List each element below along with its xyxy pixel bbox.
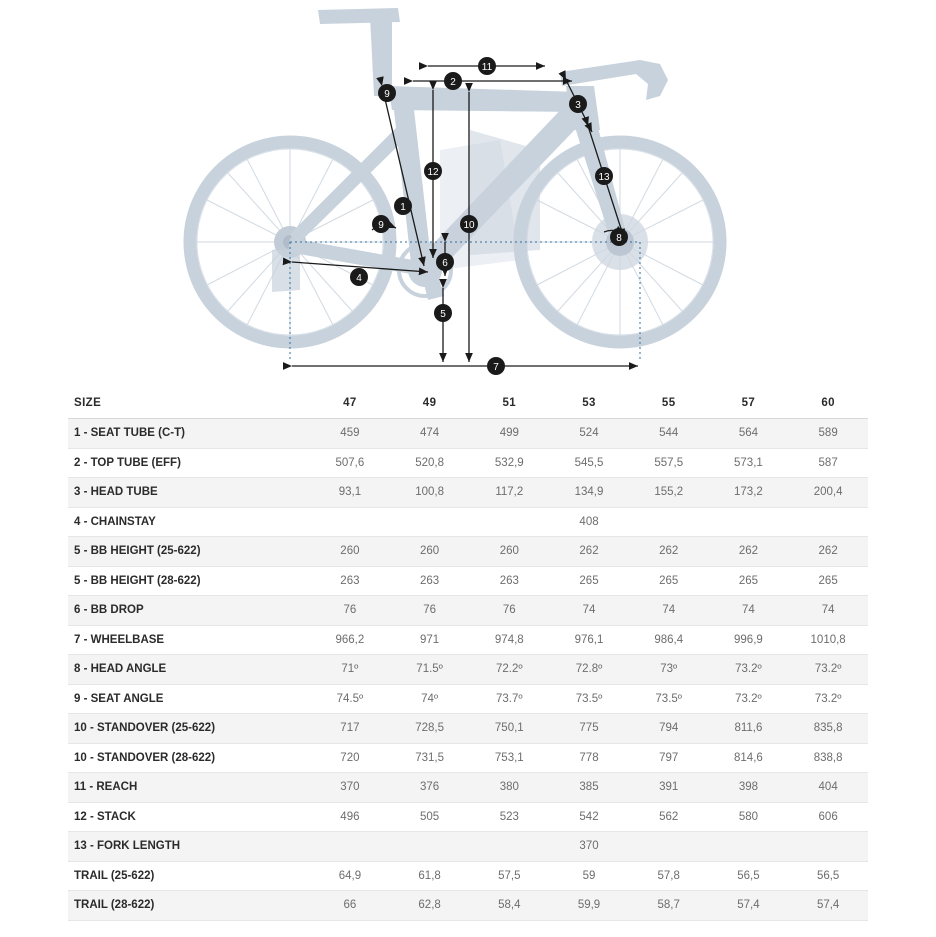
row-value: 974,8: [469, 625, 549, 655]
row-value: 64,9: [310, 861, 390, 891]
table-row: [68, 743, 868, 773]
row-value: 66: [310, 891, 390, 921]
svg-text:2: 2: [450, 77, 456, 88]
diagram-svg: [0, 0, 936, 388]
row-value: 260: [469, 537, 549, 567]
header-size-0: 47: [310, 388, 390, 419]
row-value-span: 408: [310, 507, 868, 537]
row-value: 986,4: [629, 625, 709, 655]
row-value: 73.7º: [469, 684, 549, 714]
row-value: 74: [549, 596, 629, 626]
row-label: 4 - CHAINSTAY: [68, 507, 310, 537]
row-value: 717: [310, 714, 390, 744]
row-value: 61,8: [390, 861, 470, 891]
callout-5: [434, 304, 452, 322]
row-value: 564: [709, 419, 789, 449]
row-value: 117,2: [469, 478, 549, 508]
row-value: 260: [390, 537, 470, 567]
row-value: 200,4: [788, 478, 868, 508]
row-value: 728,5: [390, 714, 470, 744]
row-value: 265: [788, 566, 868, 596]
row-value: 59: [549, 861, 629, 891]
row-value: 59,9: [549, 891, 629, 921]
table-header-row: [68, 388, 868, 419]
row-label: TRAIL (28-622): [68, 891, 310, 921]
header-size-3: 53: [549, 388, 629, 419]
row-value: 370: [310, 773, 390, 803]
row-value: 976,1: [549, 625, 629, 655]
row-value: 794: [629, 714, 709, 744]
row-value: 74.5º: [310, 684, 390, 714]
row-value: 496: [310, 802, 390, 832]
row-value: 996,9: [709, 625, 789, 655]
table-row: [68, 478, 868, 508]
row-label: 3 - HEAD TUBE: [68, 478, 310, 508]
table-row: [68, 891, 868, 921]
svg-text:1: 1: [400, 202, 406, 213]
header-size-2: 51: [469, 388, 549, 419]
row-value: 606: [788, 802, 868, 832]
row-value: 474: [390, 419, 470, 449]
callout-7: [487, 357, 505, 375]
table-row: [68, 537, 868, 567]
row-value: 263: [310, 566, 390, 596]
row-value: 93,1: [310, 478, 390, 508]
row-value: 971: [390, 625, 470, 655]
row-value: 589: [788, 419, 868, 449]
callout-10: [460, 215, 478, 233]
row-label: 6 - BB DROP: [68, 596, 310, 626]
geometry-table: [68, 388, 868, 921]
bicycle-geometry-diagram: [0, 0, 936, 388]
row-value: 72.8º: [549, 655, 629, 685]
row-value: 731,5: [390, 743, 470, 773]
row-value: 73.2º: [709, 684, 789, 714]
row-value: 265: [629, 566, 709, 596]
callout-9: [378, 84, 396, 102]
row-value: 385: [549, 773, 629, 803]
svg-text:12: 12: [427, 167, 439, 178]
row-value: 173,2: [709, 478, 789, 508]
row-value: 263: [390, 566, 470, 596]
table-row: [68, 507, 868, 537]
table-row: [68, 832, 868, 862]
table-row: [68, 596, 868, 626]
row-value: 966,2: [310, 625, 390, 655]
row-value: 750,1: [469, 714, 549, 744]
table-row: [68, 419, 868, 449]
row-label: TRAIL (25-622): [68, 861, 310, 891]
row-value: 524: [549, 419, 629, 449]
header-size-5: 57: [709, 388, 789, 419]
callout-9-alt: [372, 215, 390, 233]
row-value: 814,6: [709, 743, 789, 773]
svg-text:11: 11: [481, 62, 493, 73]
row-value: 557,5: [629, 448, 709, 478]
svg-text:8: 8: [616, 233, 622, 244]
row-value: 260: [310, 537, 390, 567]
table-row: [68, 684, 868, 714]
row-value: 838,8: [788, 743, 868, 773]
row-value: 57,5: [469, 861, 549, 891]
callout-11: [478, 57, 496, 75]
row-value: 58,7: [629, 891, 709, 921]
row-value: 262: [788, 537, 868, 567]
row-value: 134,9: [549, 478, 629, 508]
row-value: 505: [390, 802, 470, 832]
table-row: [68, 448, 868, 478]
row-value: 73.5º: [629, 684, 709, 714]
row-value: 404: [788, 773, 868, 803]
table-row: [68, 802, 868, 832]
callout-2: [444, 72, 462, 90]
row-value: 57,4: [709, 891, 789, 921]
row-value: 262: [629, 537, 709, 567]
row-value: 1010,8: [788, 625, 868, 655]
row-value: 499: [469, 419, 549, 449]
row-value: 71.5º: [390, 655, 470, 685]
row-value: 58,4: [469, 891, 549, 921]
row-value: 753,1: [469, 743, 549, 773]
row-value: 542: [549, 802, 629, 832]
callout-1: [394, 197, 412, 215]
row-value: 56,5: [709, 861, 789, 891]
callout-13: [595, 167, 613, 185]
row-label: 5 - BB HEIGHT (25-622): [68, 537, 310, 567]
row-label: 7 - WHEELBASE: [68, 625, 310, 655]
row-label: 11 - REACH: [68, 773, 310, 803]
row-value: 74: [709, 596, 789, 626]
row-label: 5 - BB HEIGHT (28-622): [68, 566, 310, 596]
row-value: 73º: [629, 655, 709, 685]
row-value: 262: [549, 537, 629, 567]
row-value: 265: [709, 566, 789, 596]
svg-text:9: 9: [378, 220, 384, 231]
table-row: [68, 714, 868, 744]
table-row: [68, 566, 868, 596]
row-value: 459: [310, 419, 390, 449]
row-value: 73.5º: [549, 684, 629, 714]
row-value: 573,1: [709, 448, 789, 478]
table-row: [68, 773, 868, 803]
table-row: [68, 655, 868, 685]
row-value: 380: [469, 773, 549, 803]
row-value: 532,9: [469, 448, 549, 478]
row-value: 391: [629, 773, 709, 803]
row-label: 2 - TOP TUBE (EFF): [68, 448, 310, 478]
row-value: 263: [469, 566, 549, 596]
row-value: 811,6: [709, 714, 789, 744]
header-size-1: 49: [390, 388, 470, 419]
row-label: 9 - SEAT ANGLE: [68, 684, 310, 714]
row-value: 57,8: [629, 861, 709, 891]
row-value: 71º: [310, 655, 390, 685]
row-value: 545,5: [549, 448, 629, 478]
row-value: 775: [549, 714, 629, 744]
callout-4: [350, 268, 368, 286]
callout-12: [424, 162, 442, 180]
header-size: SIZE: [68, 388, 310, 419]
row-value: 544: [629, 419, 709, 449]
row-value: 73.2º: [788, 655, 868, 685]
row-value: 76: [310, 596, 390, 626]
svg-text:13: 13: [598, 172, 610, 183]
row-value: 265: [549, 566, 629, 596]
svg-text:9: 9: [384, 89, 390, 100]
row-value: 56,5: [788, 861, 868, 891]
row-value: 73.2º: [788, 684, 868, 714]
header-size-6: 60: [788, 388, 868, 419]
row-value: 523: [469, 802, 549, 832]
row-label: 13 - FORK LENGTH: [68, 832, 310, 862]
row-value: 74: [629, 596, 709, 626]
row-value: 580: [709, 802, 789, 832]
row-value: 262: [709, 537, 789, 567]
row-value: 155,2: [629, 478, 709, 508]
row-value: 797: [629, 743, 709, 773]
row-value: 398: [709, 773, 789, 803]
row-value: 62,8: [390, 891, 470, 921]
row-label: 10 - STANDOVER (25-622): [68, 714, 310, 744]
row-value: 778: [549, 743, 629, 773]
row-value: 376: [390, 773, 470, 803]
table-row: [68, 861, 868, 891]
svg-text:3: 3: [575, 100, 581, 111]
row-label: 1 - SEAT TUBE (C-T): [68, 419, 310, 449]
row-value: 76: [469, 596, 549, 626]
header-size-4: 55: [629, 388, 709, 419]
callout-8: [610, 228, 628, 246]
callout-3: [569, 95, 587, 113]
row-value: 100,8: [390, 478, 470, 508]
row-value: 72.2º: [469, 655, 549, 685]
row-value: 76: [390, 596, 470, 626]
svg-text:10: 10: [463, 220, 475, 231]
row-label: 12 - STACK: [68, 802, 310, 832]
row-value: 835,8: [788, 714, 868, 744]
row-value: 562: [629, 802, 709, 832]
row-value: 73.2º: [709, 655, 789, 685]
row-value: 720: [310, 743, 390, 773]
row-value: 57,4: [788, 891, 868, 921]
svg-text:4: 4: [356, 273, 362, 284]
row-value-span: 370: [310, 832, 868, 862]
svg-text:6: 6: [442, 258, 448, 269]
svg-text:5: 5: [440, 309, 446, 320]
svg-text:7: 7: [493, 362, 499, 373]
row-value: 507,6: [310, 448, 390, 478]
table-row: [68, 625, 868, 655]
row-label: 8 - HEAD ANGLE: [68, 655, 310, 685]
table-body: [68, 419, 868, 921]
row-value: 74: [788, 596, 868, 626]
row-value: 520,8: [390, 448, 470, 478]
row-value: 74º: [390, 684, 470, 714]
row-label: 10 - STANDOVER (28-622): [68, 743, 310, 773]
row-value: 587: [788, 448, 868, 478]
callout-6: [436, 253, 454, 271]
